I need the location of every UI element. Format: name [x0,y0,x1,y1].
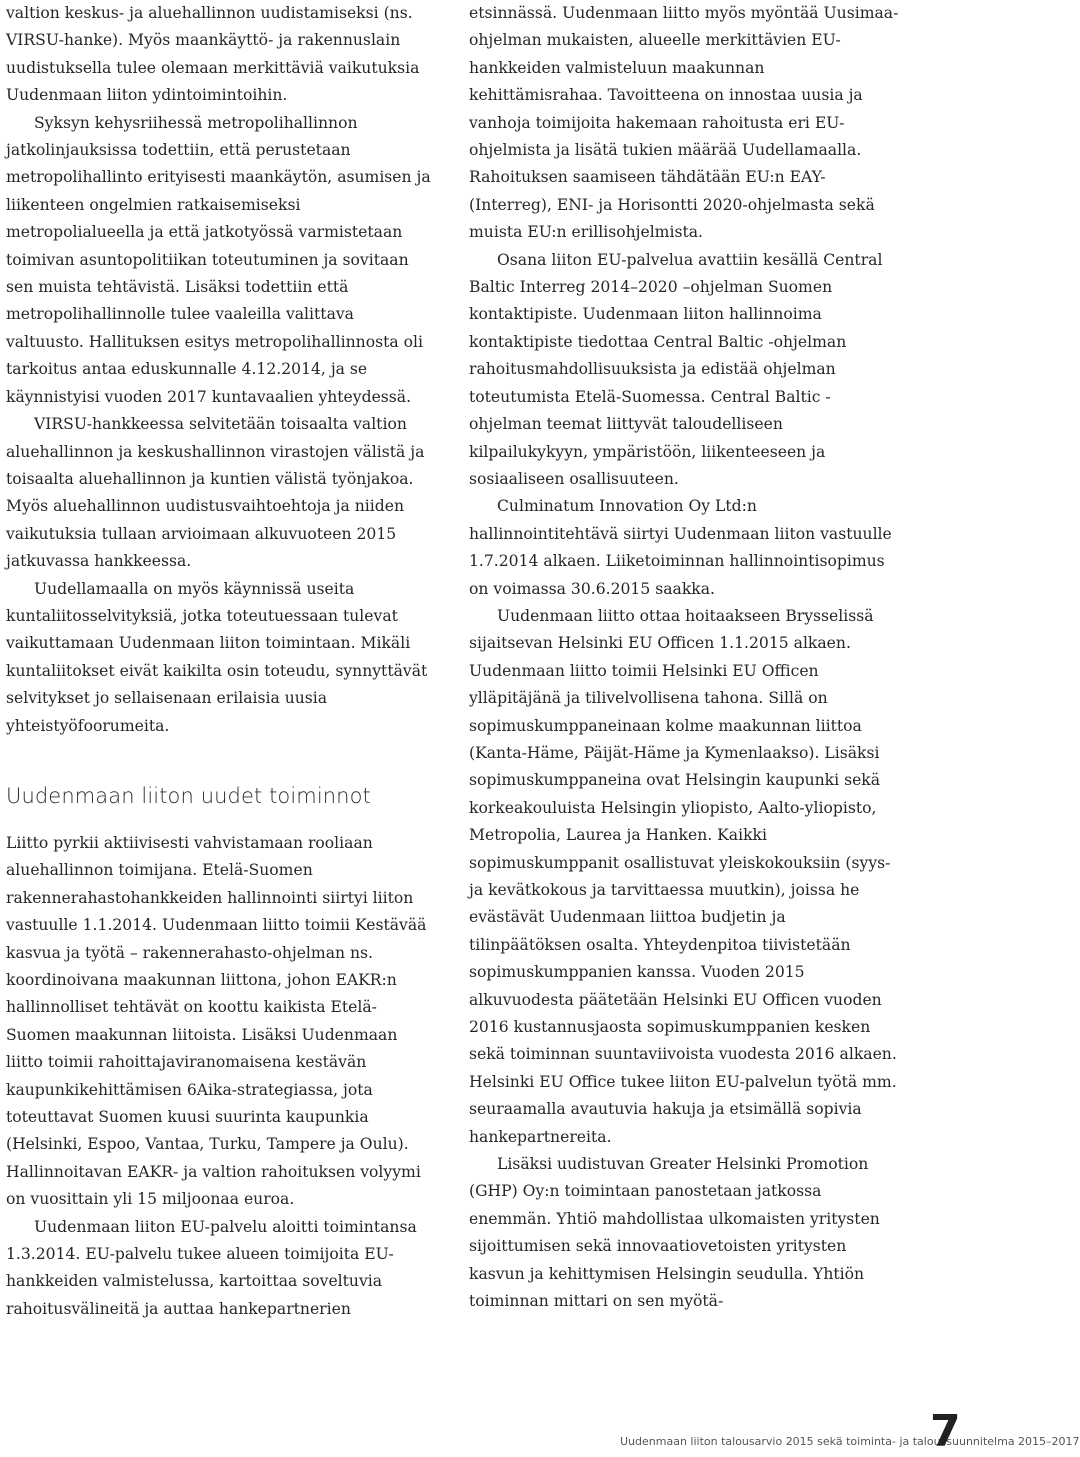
left-paragraph-4: Uudellamaalla on myös käynnissä useita kuntaliitosselvityksiä, jotka toteutuessaan tulevat vaikuttamaan Uudenmaan liiton toimintaan. Mikäli kuntaliitokset eivät kaikilta osin toteudu, synnyttävät selvitykset jo sellaisenaan erilaisia uusia yhteistyöfoorumeita. [6,579,428,735]
right-column [469,0,899,1316]
right-paragraph-4: Uudenmaan liitto ottaa hoitaakseen Brysselissä sijaitsevan Helsinki EU Officen 1.1.2015 alkaen. Uudenmaan liitto toimii Helsinki EU Officen ylläpitäjänä ja tilivelvollisena tahona. Sillä on sopimuskumppaneinaan kolme maakunnan liittoa (Kanta-Häme, Päijät-Häme ja Kymenlaakso). Lisäksi sopimuskumppaneina ovat Helsingin kaupunki sekä korkeakouluista Helsingin yliopisto, Aalto-yliopisto, Metropolia, Laurea ja Hanken. Kaikki sopimuskumppanit osallistuvat yleiskokouksiin (syys- ja kevätkokous ja tarvittaessa muutkin), joissa he evästävät Uudenmaan liittoa budjetin ja tilinpäätöksen osalta. Yhteydenpitoa tiivistetään sopimuskumppanien kanssa. Vuoden 2015 alkuvuodesta päätetään Helsinki EU Officen vuoden 2016 kustannusjaosta sopimuskumppanien kesken sekä toiminnan suuntaviivoista vuodesta 2016 alkaen. Helsinki EU Office tukee liiton EU-palvelun työtä mm. seuraamalla avautuvia hakuja ja etsimällä sopivia hankepartnereita. [469,606,897,1146]
left-paragraph-5: Liitto pyrkii aktiivisesti vahvistamaan rooliaan aluehallinnon toimijana. Etelä-Suomen rakennerahastohankkeiden hallinnointi siirtyi liiton vastuulle 1.1.2014. Uudenmaan liitto toimii Kestävää kasvua ja työtä – rakennerahasto-ohjelman ns. koordinoivana maakunnan liittona, johon EAKR:n hallinnolliset tehtävät on koottu kaikista Etelä-Suomen maakunnan liitoista. Lisäksi Uudenmaan liitto toimii rahoittajaviranomaisena kestävän kaupunkikehittämisen 6Aika-strategiassa, jota toteuttavat Suomen kuusi suurinta kaupunkia (Helsinki, Espoo, Vantaa, Turku, Tampere ja Oulu). Hallinnoitavan EAKR- ja valtion rahoituksen volyymi on vuosittain yli 15 miljoonaa euroa. [6,833,427,1209]
right-paragraph-1: etsinnässä. Uudenmaan liitto myös myöntää Uusimaa-ohjelman mukaisten, alueelle merkittävien EU-hankkeiden valmisteluun maakunnan kehittämisrahaa. Tavoitteena on innostaa uusia ja vanhoja toimijoita hakemaan rahoitusta eri EU-ohjelmista ja lisätä tukien määrää Uudellamaalla. Rahoituksen saamiseen tähdätään EU:n EAY- (Interreg), ENI- ja Horisontti 2020-ohjelmasta sekä muista EU:n erillisohjelmista. [469,4,899,242]
right-paragraph-5: Lisäksi uudistuvan Greater Helsinki Promotion (GHP) Oy:n toimintaan panostetaan jatkossa enemmän. Yhtiö mahdollistaa ulkomaisten yritysten sijoittumisen sekä innovaatiovetoisten yritysten kasvun ja kehittymisen Helsingin seudulla. Yhtiön toiminnan mittari on sen myötä- [469,1155,880,1311]
left-column [6,0,436,1323]
right-paragraph-3: Culminatum Innovation Oy Ltd:n hallinnointitehtävä siirtyi Uudenmaan liiton vastuulle 1.7.2014 alkaen. Liiketoiminnan hallinnointisopimus on voimassa 30.6.2015 saakka. [469,497,892,598]
section-heading: Uudenmaan liiton uudet toiminnot [6,783,371,808]
footer-title: Uudenmaan liiton talousarvio 2015 sekä toiminta- ja taloussuunnitelma 2015–2017 [620,1435,1080,1448]
left-paragraph-1: valtion keskus- ja aluehallinnon uudistamiseksi (ns. VIRSU-hanke). Myös maankäyttö- ja rakennuslain uudistuksella tulee olemaan merkittäviä vaikutuksia Uudenmaan liiton ydintoimintoihin. [6,4,420,105]
left-paragraph-2: Syksyn kehysriihessä metropolihallinnon jatkolinjauksissa todettiin, että perustetaan metropolihallinto erityisesti maankäytön, asumisen ja liikenteen ongelmien ratkaisemiseksi metropolialueella ja että jatkotyössä varmistetaan toimivan asuntopolitiikan toteutuminen ja sovitaan sen muista tehtävistä. Lisäksi todettiin että metropolihallinnolle tulee vaaleilla valittava valtuusto. Hallituksen esitys metropolihallinnosta oli tarkoitus antaa eduskunnalle 4.12.2014, ja se käynnistyisi vuoden 2017 kuntavaalien yhteydessä. [6,113,431,406]
left-paragraph-6: Uudenmaan liiton EU-palvelu aloitti toimintansa 1.3.2014. EU-palvelu tukee alueen toimijoita EU-hankkeiden valmistelussa, kartoittaa soveltuvia rahoitusvälineitä ja auttaa hankepartnerien [6,1217,417,1318]
right-paragraph-2: Osana liiton EU-palvelua avattiin kesällä Central Baltic Interreg 2014–2020 –ohjelman Suomen kontaktipiste. Uudenmaan liiton hallinnoima kontaktipiste tiedottaa Central Baltic -ohjelman rahoitusmahdollisuuksista ja edistää ohjelman toteutumista Etelä-Suomessa. Central Baltic -ohjelman teemat liittyvät taloudelliseen kilpailukykyyn, ympäristöön, liikenteeseen ja sosiaaliseen osallisuuteen. [469,250,883,488]
page-number: 7 [930,1406,961,1457]
left-paragraph-3: VIRSU-hankkeessa selvitetään toisaalta valtion aluehallinnon ja keskushallinnon virastojen välistä ja toisaalta aluehallinnon ja kuntien välistä työnjakoa. Myös aluehallinnon uudistusvaihtoehtoja ja niiden vaikutuksia tullaan arvioimaan alkuvuoteen 2015 jatkuvassa hankkeessa. [6,415,425,571]
